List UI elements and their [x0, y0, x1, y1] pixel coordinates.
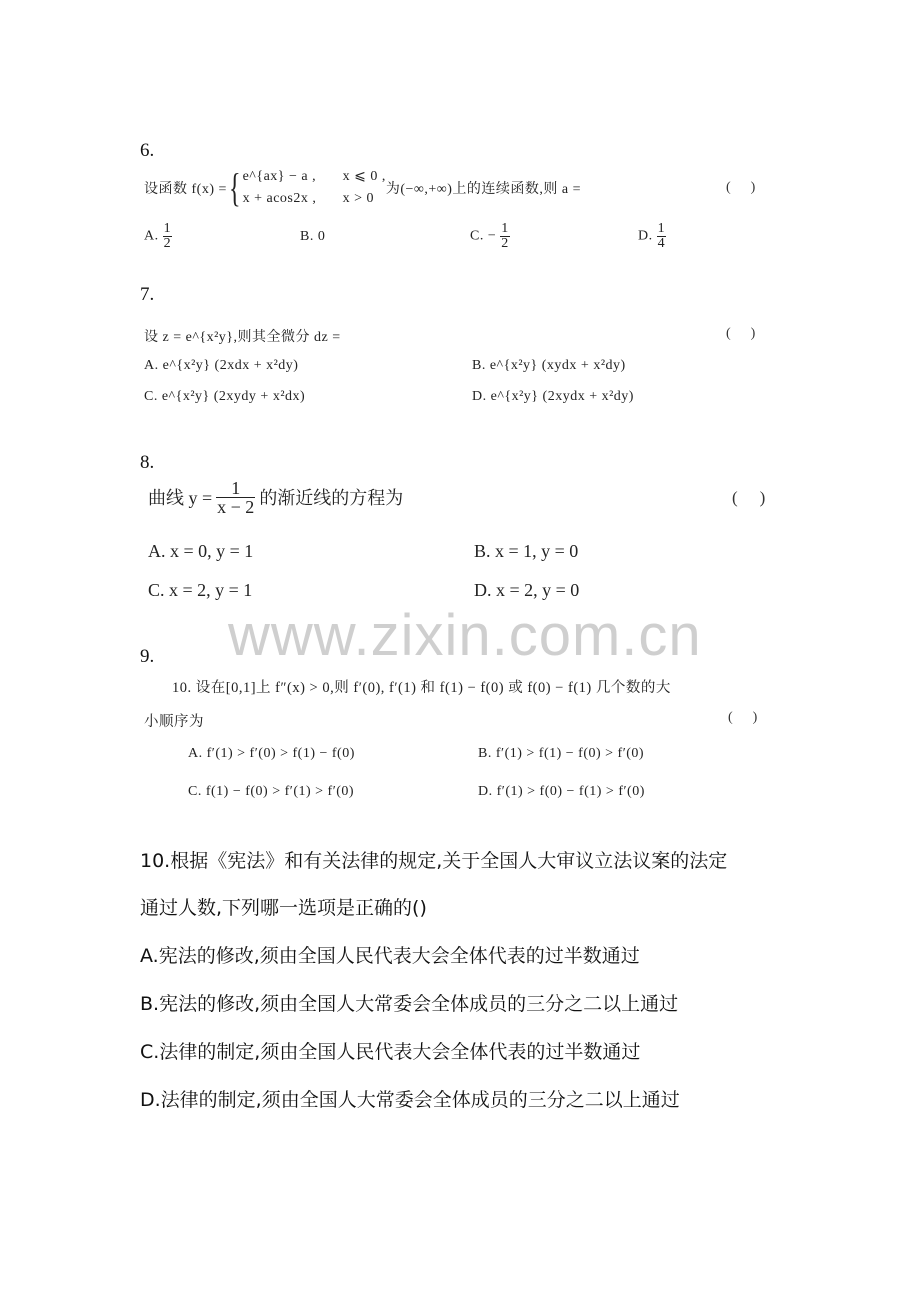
- question-8-stem: [148, 472, 403, 522]
- q8-stem-prefix: 曲线 y =: [148, 488, 213, 508]
- q6-option-c: [470, 222, 510, 251]
- q9-option-d: D. f′(1) > f(0) − f(1) > f′(0): [478, 784, 645, 799]
- fraction: [163, 222, 173, 251]
- question-7-number: 7.: [140, 284, 155, 305]
- q8-option-c: C. x = 2, y = 1: [148, 580, 253, 600]
- question-6-number: 6.: [140, 140, 155, 161]
- q6-option-d-label: D.: [638, 228, 653, 244]
- denominator: x − 2: [217, 496, 255, 517]
- fraction: [657, 222, 667, 251]
- q6-option-c-label: C. −: [470, 228, 497, 244]
- q9-option-b: B. f′(1) > f(1) − f(0) > f′(0): [478, 746, 645, 761]
- case-1-condition: x ⩽ 0 ,: [342, 169, 386, 184]
- numerator: 1: [216, 479, 255, 498]
- question-8-number: 8.: [140, 452, 155, 473]
- numerator: 1: [657, 221, 666, 236]
- q6-option-a-label: A.: [144, 228, 159, 244]
- fraction: [216, 479, 255, 516]
- q10-option-c: C.法律的制定,须由全国人民代表大会全体代表的过半数通过: [140, 1041, 641, 1063]
- question-9-stem-line-1: 10. 设在[0,1]上 f″(x) > 0,则 f′(0), f′(1) 和 f(1) − f(0) 或 f(0) − f(1) 几个数的大: [172, 680, 671, 696]
- q6-answer-paren: (): [726, 180, 776, 195]
- q6-stem-prefix: 设函数 f(x) =: [144, 182, 227, 197]
- q7-option-c: C. e^{x²y} (2xydy + x²dx): [144, 389, 306, 404]
- q7-option-b: B. e^{x²y} (xydx + x²dy): [472, 358, 626, 373]
- q9-option-c: C. f(1) − f(0) > f′(1) > f′(0): [188, 784, 355, 799]
- q8-option-d: D. x = 2, y = 0: [474, 580, 580, 600]
- question-10-line-1: 10.根据《宪法》和有关法律的规定,关于全国人大审议立法议案的法定: [140, 850, 728, 872]
- case-2-condition: x > 0: [342, 191, 374, 206]
- watermark: www.zixin.com.cn: [228, 603, 702, 668]
- q7-option-d: D. e^{x²y} (2xydx + x²dy): [472, 389, 634, 404]
- q6-option-a: [144, 222, 172, 251]
- q7-answer-paren: (): [726, 326, 776, 341]
- case-1-expression: e^{ax} − a ,: [242, 169, 317, 184]
- q9-option-a: A. f′(1) > f′(0) > f(1) − f(0): [188, 746, 355, 761]
- piecewise-cases: [243, 166, 386, 210]
- denominator: 2: [501, 236, 509, 251]
- q8-option-a: A. x = 0, y = 1: [148, 541, 254, 561]
- q8-option-b: B. x = 1, y = 0: [474, 541, 579, 561]
- question-9-number: 9.: [140, 646, 155, 667]
- q8-stem-suffix: 的渐近线的方程为: [259, 488, 404, 508]
- question-10-line-2: 通过人数,下列哪一选项是正确的(): [140, 897, 427, 919]
- q6-option-d: [638, 222, 666, 251]
- q10-option-b: B.宪法的修改,须由全国人大常委会全体成员的三分之二以上通过: [140, 993, 679, 1015]
- numerator: 1: [501, 221, 509, 236]
- numerator: 1: [163, 221, 172, 236]
- left-brace-icon: {: [228, 165, 241, 210]
- q7-option-a: A. e^{x²y} (2xdx + x²dy): [144, 358, 299, 373]
- q8-answer-paren: (): [732, 488, 788, 507]
- case-2-expression: x + acos2x ,: [242, 191, 317, 206]
- q6-stem-suffix: 为(−∞,+∞)上的连续函数,则 a =: [385, 182, 582, 197]
- denominator: 4: [657, 236, 666, 251]
- question-6-stem: [144, 166, 581, 210]
- question-7-stem: 设 z = e^{x²y},则其全微分 dz =: [144, 330, 341, 345]
- fraction: [500, 222, 510, 251]
- q10-option-d: D.法律的制定,须由全国人大常委会全体成员的三分之二以上通过: [140, 1089, 680, 1111]
- q9-answer-paren: (): [728, 710, 778, 725]
- denominator: 2: [163, 236, 172, 251]
- q6-option-b: B. 0: [300, 229, 326, 244]
- q10-option-a: A.宪法的修改,须由全国人民代表大会全体代表的过半数通过: [140, 945, 640, 967]
- question-9-stem-line-2: 小顺序为: [144, 714, 204, 730]
